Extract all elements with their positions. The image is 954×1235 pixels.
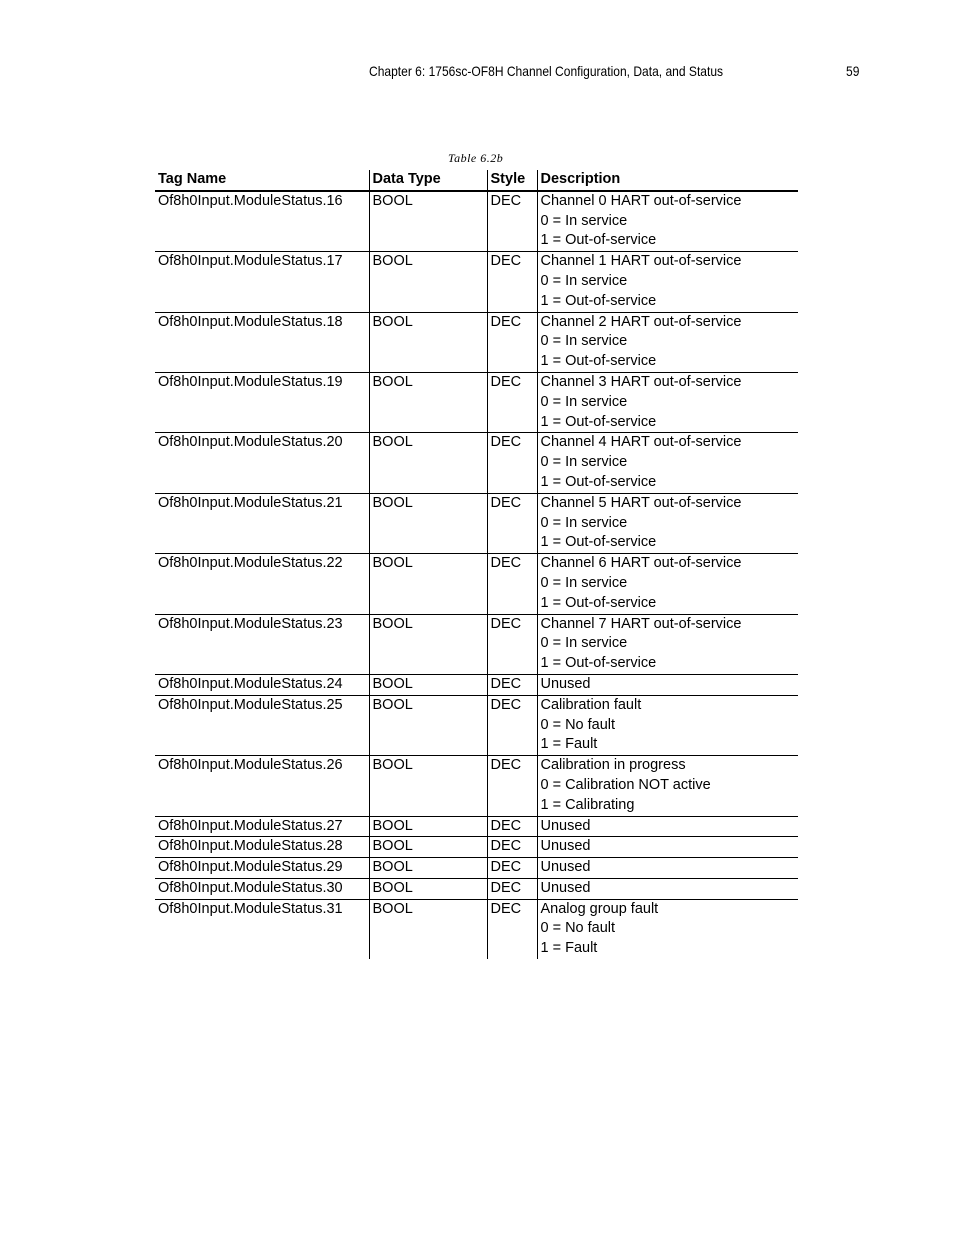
data-type-cell: BOOL [369, 695, 487, 755]
description-line: 0 = Calibration NOT active [540, 776, 711, 793]
description-line: Channel 2 HART out-of-service [540, 313, 742, 330]
description-line: 1 = Out-of-service [540, 413, 657, 430]
table-row [155, 372, 798, 432]
table-row [155, 837, 798, 858]
description-cell [537, 756, 798, 816]
data-type-cell: BOOL [369, 756, 487, 816]
description-cell [537, 372, 798, 432]
description-line: Calibration fault [540, 696, 642, 713]
column-header-description: Description [537, 170, 798, 191]
description-line: Channel 7 HART out-of-service [540, 615, 742, 632]
data-type-cell: BOOL [369, 493, 487, 553]
description-line: Calibration in progress [540, 757, 686, 774]
style-cell: DEC [487, 433, 537, 493]
table-row [155, 191, 798, 252]
style-cell: DEC [487, 614, 537, 674]
data-type-cell: BOOL [369, 878, 487, 899]
description-line: 1 = Fault [540, 940, 598, 957]
tag-name-cell: Of8h0Input.ModuleStatus.18 [155, 312, 369, 372]
tag-name-cell: Of8h0Input.ModuleStatus.21 [155, 493, 369, 553]
column-header-data-type: Data Type [369, 170, 487, 191]
description-line: Unused [540, 879, 591, 896]
description-line: Channel 1 HART out-of-service [540, 253, 742, 270]
description-cell [537, 614, 798, 674]
tag-name-cell: Of8h0Input.ModuleStatus.28 [155, 837, 369, 858]
description-line: Channel 5 HART out-of-service [540, 494, 742, 511]
description-line: 1 = Out-of-service [540, 353, 657, 370]
table-body [155, 191, 798, 959]
description-line: 1 = Out-of-service [540, 534, 657, 551]
running-header-title: Chapter 6: 1756sc-OF8H Channel Configuration, Data, and Status [369, 63, 724, 79]
description-line: 1 = Out-of-service [540, 594, 657, 611]
style-cell: DEC [487, 816, 537, 837]
description-line: Channel 0 HART out-of-service [540, 192, 742, 209]
style-cell: DEC [487, 554, 537, 614]
tag-name-cell: Of8h0Input.ModuleStatus.30 [155, 878, 369, 899]
tag-name-cell: Of8h0Input.ModuleStatus.25 [155, 695, 369, 755]
description-line: 0 = In service [540, 454, 628, 471]
data-type-cell: BOOL [369, 837, 487, 858]
description-line: Unused [540, 817, 591, 834]
table-row [155, 899, 798, 959]
data-type-cell: BOOL [369, 816, 487, 837]
description-line: 0 = In service [540, 272, 628, 289]
data-type-cell: BOOL [369, 191, 487, 252]
table-row [155, 756, 798, 816]
data-type-cell: BOOL [369, 433, 487, 493]
description-line: 1 = Out-of-service [540, 232, 657, 249]
description-line: 1 = Out-of-service [540, 292, 657, 309]
tag-name-cell: Of8h0Input.ModuleStatus.22 [155, 554, 369, 614]
tag-name-cell: Of8h0Input.ModuleStatus.17 [155, 252, 369, 312]
description-cell [537, 837, 798, 858]
description-cell [537, 878, 798, 899]
column-header-tag-name: Tag Name [155, 170, 369, 191]
style-cell: DEC [487, 837, 537, 858]
data-type-cell: BOOL [369, 554, 487, 614]
description-line: Analog group fault [540, 900, 659, 917]
style-cell: DEC [487, 312, 537, 372]
table-row [155, 493, 798, 553]
description-line: 0 = In service [540, 635, 628, 652]
table-row [155, 816, 798, 837]
tag-name-cell: Of8h0Input.ModuleStatus.19 [155, 372, 369, 432]
data-type-cell: BOOL [369, 372, 487, 432]
description-cell [537, 433, 798, 493]
style-cell: DEC [487, 191, 537, 252]
data-type-cell: BOOL [369, 252, 487, 312]
description-line: Channel 3 HART out-of-service [540, 373, 742, 390]
style-cell: DEC [487, 493, 537, 553]
style-cell: DEC [487, 858, 537, 879]
description-line: Channel 6 HART out-of-service [540, 555, 742, 572]
style-cell: DEC [487, 674, 537, 695]
style-cell: DEC [487, 878, 537, 899]
description-line: 0 = No fault [540, 716, 616, 733]
style-cell: DEC [487, 756, 537, 816]
style-cell: DEC [487, 372, 537, 432]
description-line: Unused [540, 838, 591, 855]
data-type-cell: BOOL [369, 899, 487, 959]
description-cell [537, 695, 798, 755]
tag-name-cell: Of8h0Input.ModuleStatus.24 [155, 674, 369, 695]
data-type-cell: BOOL [369, 858, 487, 879]
tag-name-cell: Of8h0Input.ModuleStatus.31 [158, 900, 343, 917]
tag-name-cell: Of8h0Input.ModuleStatus.26 [155, 756, 369, 816]
description-cell [537, 493, 798, 553]
table-row [155, 674, 798, 695]
data-type-cell: BOOL [369, 614, 487, 674]
table-row [155, 433, 798, 493]
description-line: 0 = In service [540, 393, 628, 410]
description-cell [537, 816, 798, 837]
table-row [155, 614, 798, 674]
description-cell [537, 674, 798, 695]
description-line: 1 = Out-of-service [540, 473, 657, 490]
table-row [155, 554, 798, 614]
description-line: 0 = In service [540, 212, 628, 229]
description-line: 0 = No fault [540, 920, 616, 937]
tag-name-cell: Of8h0Input.ModuleStatus.29 [155, 858, 369, 879]
table-caption: Table 6.2b [448, 151, 504, 165]
tag-name-cell: Of8h0Input.ModuleStatus.16 [155, 191, 369, 252]
tag-name-cell: Of8h0Input.ModuleStatus.27 [155, 816, 369, 837]
description-cell [537, 858, 798, 879]
description-cell [537, 191, 798, 252]
description-line: 0 = In service [540, 333, 628, 350]
data-type-cell: BOOL [369, 674, 487, 695]
table-row [155, 858, 798, 879]
description-line: 0 = In service [540, 574, 628, 591]
description-cell [537, 252, 798, 312]
data-type-cell: BOOL [369, 312, 487, 372]
style-cell: DEC [487, 695, 537, 755]
page-number: 59 [846, 63, 860, 79]
description-line: Unused [540, 675, 591, 692]
table-header-row [155, 170, 798, 191]
description-line: Channel 4 HART out-of-service [540, 434, 742, 451]
table-row [155, 878, 798, 899]
description-line: 1 = Fault [540, 736, 598, 753]
column-header-style: Style [487, 170, 537, 191]
description-cell [537, 899, 798, 959]
description-cell [537, 554, 798, 614]
description-cell [537, 312, 798, 372]
description-line: 0 = In service [540, 514, 628, 531]
table-row [155, 252, 798, 312]
tag-name-cell: Of8h0Input.ModuleStatus.23 [155, 614, 369, 674]
description-line: Unused [540, 859, 591, 876]
style-cell: DEC [487, 899, 537, 959]
table-row [155, 312, 798, 372]
module-status-table [155, 170, 798, 959]
style-cell: DEC [487, 252, 537, 312]
tag-name-cell: Of8h0Input.ModuleStatus.20 [155, 433, 369, 493]
description-line: 1 = Out-of-service [540, 655, 657, 672]
description-line: 1 = Calibrating [540, 796, 635, 813]
table-row [155, 695, 798, 755]
